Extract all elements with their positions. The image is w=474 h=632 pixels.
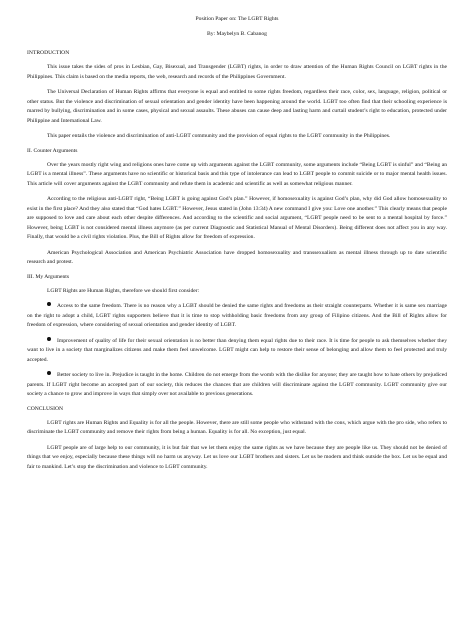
paragraph: This paper entails the violence and discrimination of anti-LGBT community and the provision of equal rights to the LGBT community in the Philippines. [47,133,391,139]
paragraph: According to the religious anti-LGBT right, “Being LGBT is going against God’s plan.” However, if homosexuality is against God’s plan, why did God allow homosexuality to exist in the first place? And they also stated that “God hates LGBT.” However, Jesus stated in (John 13:34) A new command I give you: Love one another.” This clearly means that people are supposed to love and care about each other despite differences. And according to the scientific and social argument, “LGBT people need to be sent to a mental hospital by force.” However, being LGBT is not considered mental illness anymore (as per current Diagnostic and Statistical Manual of Mental Disorders). Being different does not affect you in any way. Finally, that would be a civil rights violation. Plus, the Bill of Rights allow for freedom of expression. [27,196,447,240]
bullet-icon [47,371,51,375]
bullet-text: Better society to live in. Prejudice is taught in the home. Children do not emerge from the womb with the dislike for anyone; they are taught how to hate others by prejudiced parents. If LGBT right become an accepted part of our society, this reduces the chances that are children will discriminate against the LGBT community. LGBT community give our society a chance to grow and improve in ways that simply over not available to previous generations. [27,372,447,397]
paragraph: LGBT Rights are Human Rights, therefore we should first consider: [47,287,200,294]
bullet-icon [47,302,51,306]
bullet-item [27,371,447,400]
bullet-text: Improvement of quality of life for their sexual orientation is no better than denying them equal rights due to their race. It is time for people to ask themselves whether they want to live in a society that marginalizes citizens and make them feel unwelcome. LGBT might can help to restore their sense of belonging and allow them to feel protected and truly accepted. [27,337,447,363]
bullet-text: Access to the same freedom. There is no reason why a LGBT should be denied the same rights and freedoms as their straight counterparts. Whether it is same sex marriage on the right to adopt a child, LGBT rights supporters believe that it is time to stop withholding basic freedoms from any group of Filipino citizens. And the Bill of Rights allow for freedom of expression, where considering of sexual orientation and gender identity of LGBT. [27,303,447,328]
paragraph: LGBT rights are Human Rights and Equality is for all the people. However, there are still some people who withstand with the cons, which argue with the pro side, who refers to discriminate the LGBT community and remove their rights from being a human. Equality is for all. No exception, just equal. [27,419,447,435]
section-heading-my-arguments: III. My Arguments [27,273,70,280]
bullet-item [27,302,447,331]
paragraph: The Universal Declaration of Human Rights affirms that everyone is equal and entitled to some rights freedom, regardless their race, color, sex, language, religion, political or other status. But the violence and discrimination of sexual orientation and gender identity have been happening around the world. LGBT too often find that their schooling experience is marred by bullying, discrimination and in some cases, physical and sexual assaults. These abuses can cause deep and lasting harm and curtail student’s right to education, protected under Philippine and International Law. [27,89,447,124]
document-title: Position Paper on: The LGBT Rights [195,16,279,22]
bullet-item [27,337,447,366]
paragraph: LGBT people are of large help to our community, it is but fair that we let them enjoy the same rights as we have because they are people like us. They should not be denied of things that we enjoy, especially because these things will no harm us anyway. Let us love our LGBT brothers and sisters. Let us be modern and think outside the box. Let us be equal and fair to mankind. Let’s stop the discrimination and violence to LGBT community. [27,444,447,470]
section-heading-counter-arguments: II. Counter Arguments [27,147,78,154]
paragraph: Over the years mostly right wing and religions ones have come up with arguments against the LGBT community, some arguments include “Being LGBT is sinful” and “Being an LGBT is a mental illness”. These arguments have no scientific or historical basis and this type of intolerance can lead to LGBT people to commit suicide or to major mental health issues. This article will cover arguments against the LGBT community and refute them in academic and scientific as well as somewhat religious manner. [27,161,447,187]
document-byline: By: Maybelyn B. Cabanog [207,31,267,37]
section-heading-conclusion: CONCLUSION [27,405,64,412]
section-heading-introduction: INTRODUCTION [27,50,70,56]
bullet-icon [47,337,51,341]
paragraph: American Psychological Association and American Psychiatric Association have dropped homosexuality and transsexualism as mental illness through up to date scientific research and protest. [27,249,447,265]
paragraph: This issue takes the sides of pros in Lesbian, Gay, Bisexual, and Transgender (LGBT) rights, in order to draw attention of the Human Rights Council on LGBT rights in the Philippines. This claim is based on the media reports, the web, research and records of the Philippines Government. [27,64,447,80]
